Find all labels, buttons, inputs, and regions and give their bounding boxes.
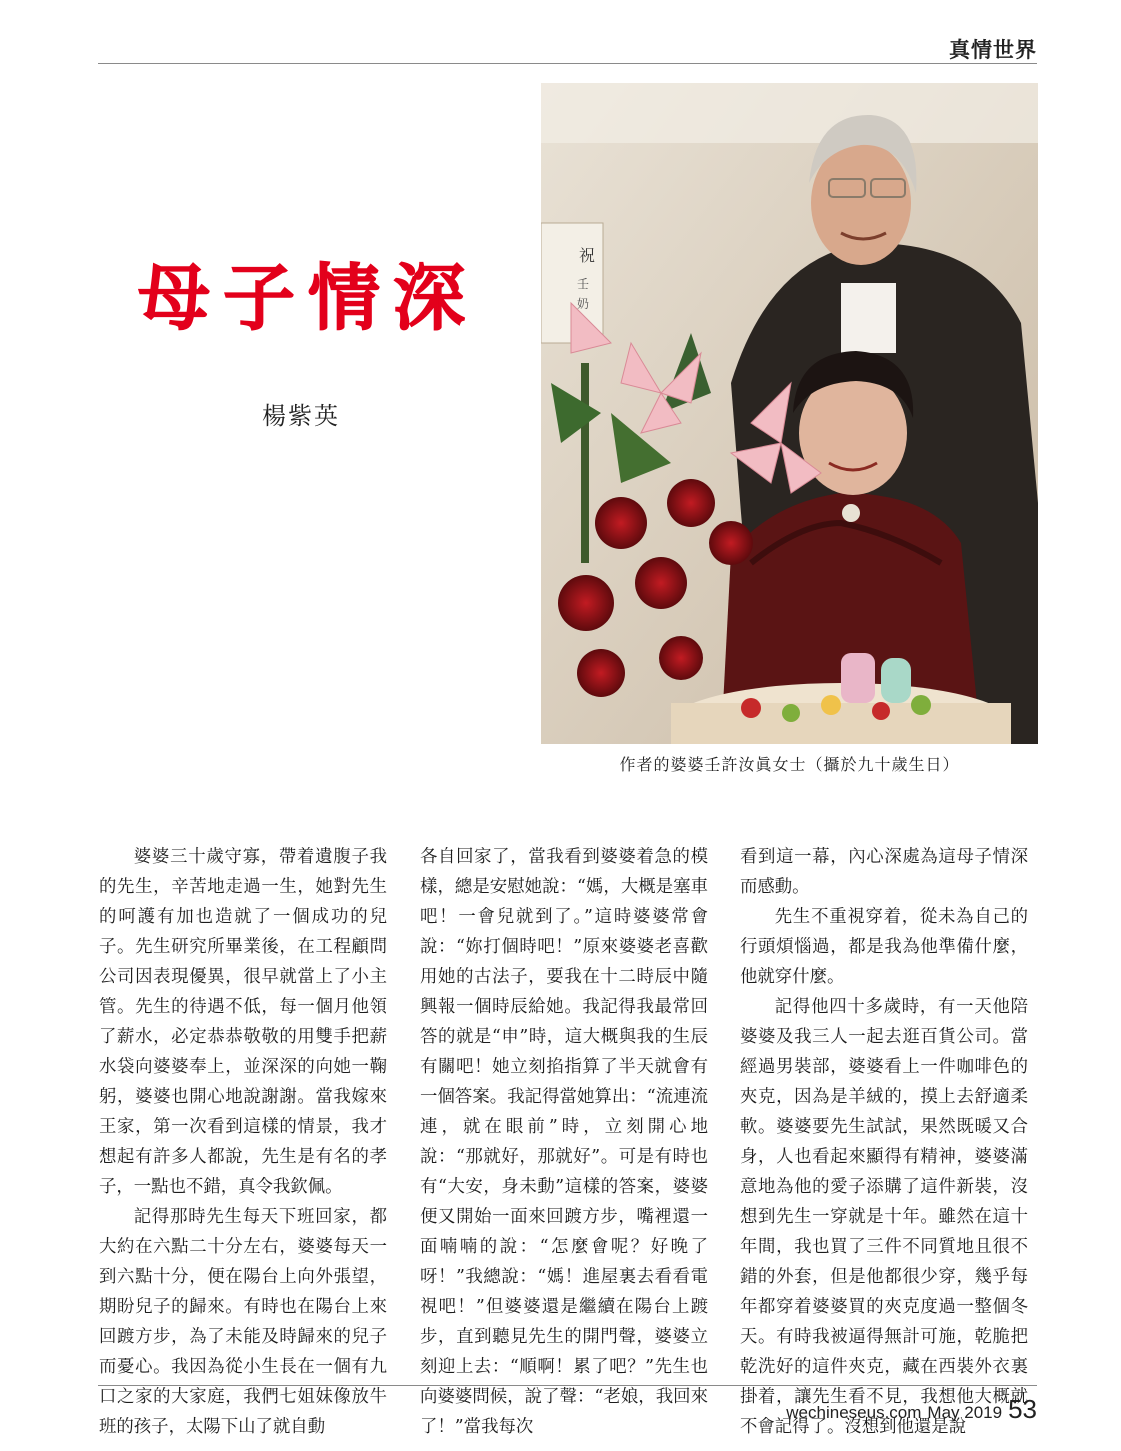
paragraph: 看到這一幕，內心深處為這母子情深而感動。 [740,847,1028,897]
page-footer [786,1394,1037,1425]
footer-website[interactable]: wechineseus.com [786,1403,922,1422]
article-column-1 [99,842,387,1442]
paragraph: 記得那時先生每天下班回家，都大約在六點二十分左右，婆婆每天一到六點十分，便在陽台上向外張望，期盼兒子的歸來。有時也在陽台上來回踱方步，為了未能及時歸來的兒子而憂心。我因為從小生長在一個有九口之家的大家庭，我們七姐妹像放牛班的孩子，太陽下山了就自動 [99,1207,387,1437]
article-photo [541,83,1038,744]
footer-issue: May 2019 [927,1403,1003,1422]
svg-text:奶: 奶 [577,297,590,311]
photo-caption: 作者的婆婆壬許汝眞女士（攝於九十歲生日） [619,755,960,774]
article-column-2 [420,842,708,1442]
paragraph: 先生不重視穿着，從未為自己的行頭煩惱過，都是我為他準備什麼，他就穿什麼。 [740,907,1028,987]
footer-rule [98,1385,1037,1386]
svg-text:壬: 壬 [577,277,590,291]
svg-text:祝: 祝 [579,246,596,265]
article-column-3 [740,842,1028,1442]
paragraph: 各自回家了，當我看到婆婆着急的模樣，總是安慰她說：“媽，大概是塞車吧！一會兒就到了。”這時婆婆常會說：“妳打個時吧！”原來婆婆老喜歡用她的古法子，要我在十二時辰中隨興報一個時辰給她。我記得我最常回答的就是“申”時，這大概與我的生辰有關吧！她立刻掐指算了半天就會有一個答案。我記得當她算出：“流連流連，就在眼前”時，立刻開心地說：“那就好，那就好”。可是有時也有“大安，身未動”這樣的答案，婆婆便又開始一面來回踱方步，嘴裡還一面喃喃的說：“怎麼會呢？好晚了呀！”我總說：“媽！進屋裏去看看電視吧！”但婆婆還是繼續在陽台上踱步，直到聽見先生的開門聲，婆婆立刻迎上去：“順啊！累了吧？”先生也向婆婆問候，說了聲：“老娘，我回來了！”當我每次 [420,847,708,1437]
article-title: 母子情深 [138,256,479,340]
page-number: 53 [1008,1394,1037,1424]
article-author: 楊紫英 [262,402,340,430]
section-label: 真情世界 [949,38,1037,62]
paragraph: 婆婆三十歲守寡，帶着遺腹子我的先生，辛苦地走過一生，她對先生的呵護有加也造就了一個成功的兒子。先生研究所畢業後，在工程顧問公司因表現優異，很早就當上了小主管。先生的待遇不低，每一個月他領了薪水，必定恭恭敬敬的用雙手把薪水袋向婆婆奉上，並深深的向她一鞠躬，婆婆也開心地說謝謝。當我嫁來王家，第一次看到這樣的情景，我才想起有許多人都說，先生是有名的孝子，一點也不錯，真令我欽佩。 [99,847,387,1197]
header-rule [98,63,1037,64]
paragraph: 記得他四十多歲時，有一天他陪婆婆及我三人一起去逛百貨公司。當經過男裝部，婆婆看上一件咖啡色的夾克，因為是羊絨的，摸上去舒適柔軟。婆婆要先生試試，果然既暖又合身，人也看起來顯得有精神，婆婆滿意地為他的愛子添購了這件新裝，沒想到先生一穿就是十年。雖然在這十年間，我也買了三件不同質地且很不錯的外套，但是他都很少穿，幾乎每年都穿着婆婆買的夾克度過一整個冬天。有時我被逼得無計可施，乾脆把乾洗好的這件夾克，藏在西裝外衣裏掛着，讓先生看不見，我想他大概就不會記得了。沒想到他還是說 [740,997,1028,1437]
